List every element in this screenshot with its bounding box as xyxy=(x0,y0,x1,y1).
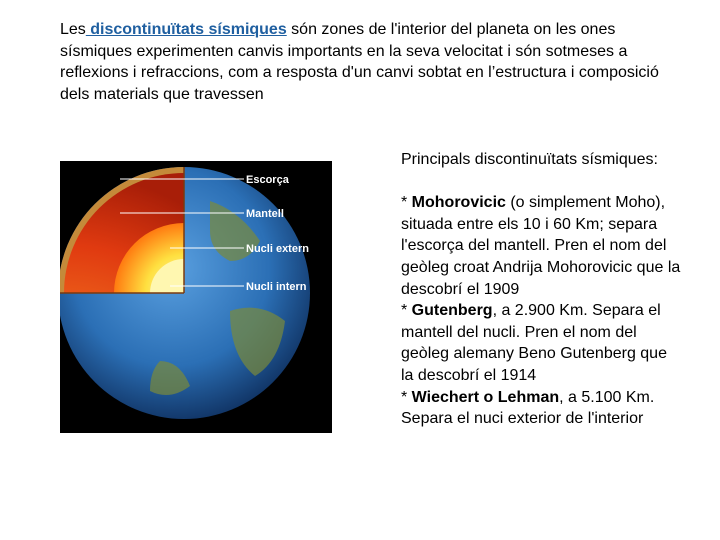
bullet: * xyxy=(401,194,412,212)
item-name: Wiechert o Lehman xyxy=(411,388,560,406)
item-name: Gutenberg xyxy=(411,302,493,320)
list-item-wiechert xyxy=(401,387,681,430)
discontinuities-link[interactable]: discontinuïtats sísmiques xyxy=(85,21,287,38)
earth-cutaway-diagram xyxy=(60,161,332,433)
discontinuities-list xyxy=(401,149,681,430)
label-crust: Escorça xyxy=(246,174,289,186)
item-text: , a 2.900 Km. Separa el mantell del nucli. Pren el nom del geòleg alemany Beno Gutenberg que la descobrí el 1914 xyxy=(401,302,667,384)
intro-paragraph xyxy=(60,19,660,105)
label-mantle: Mantell xyxy=(246,208,284,220)
item-text: , a 5.100 Km. Separa el nuci exterior de l'interior xyxy=(401,388,655,428)
earth-structure-image xyxy=(60,161,332,433)
list-item-moho xyxy=(401,192,681,300)
label-inner-core: Nucli intern xyxy=(246,281,307,293)
bullet: * xyxy=(401,302,412,320)
list-item-gutenberg xyxy=(401,300,681,386)
label-outer-core: Nucli extern xyxy=(246,243,309,255)
intro-text: són zones de l'interior del planeta on les ones sísmiques experimenten canvis importants en la seva velocitat i són sotmeses a reflexions i refraccions, com a resposta d'un canvi sobtat en l’estructura i composició dels materials que travessen xyxy=(60,21,659,103)
bullet: * xyxy=(401,388,412,406)
list-heading: Principals discontinuïtats sísmiques: xyxy=(401,151,658,168)
intro-prefix: Les xyxy=(60,21,86,38)
item-text: (o simplement Moho), situada entre els 10 i 60 Km; separa l'escorça del mantell. Pren el nom del geòleg croat Andrija Mohorovicic que la descobrí el 1909 xyxy=(401,194,681,298)
item-name: Mohorovicic xyxy=(411,194,506,212)
